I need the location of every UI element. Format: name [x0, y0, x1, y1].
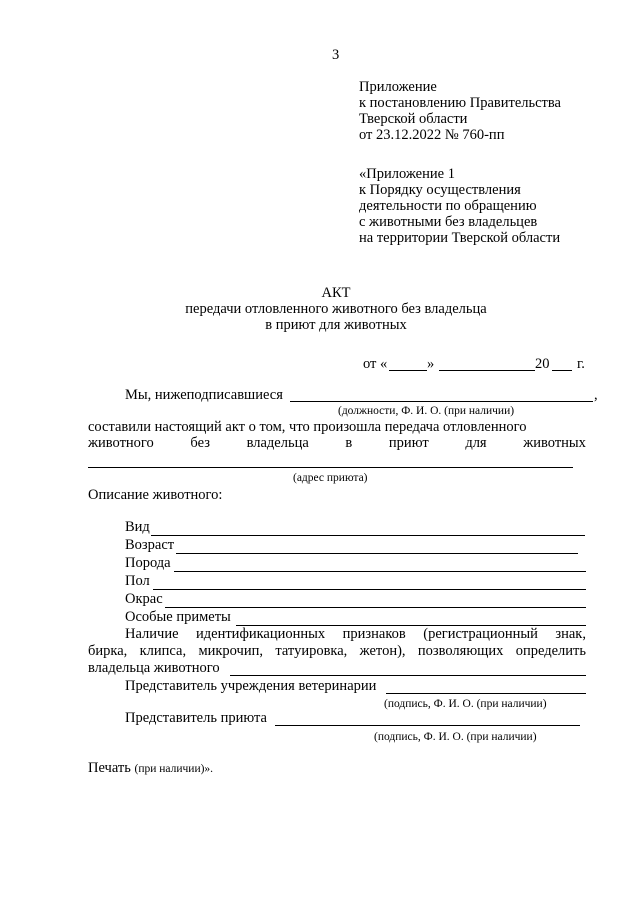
body-line-2: составили настоящий акт о том, что произошла передача отловленного: [88, 419, 527, 435]
positions-comma: ,: [594, 387, 598, 403]
word: бирка,: [88, 643, 128, 659]
sex-label: Пол: [125, 573, 150, 589]
breed-label: Порода: [125, 555, 171, 571]
appendix-inner-line-5: на территории Тверской области: [359, 230, 561, 246]
species-label: Вид: [125, 519, 150, 535]
appendix-line-3: Тверской области: [359, 111, 468, 127]
word: Наличие: [125, 626, 179, 642]
date-quote-close: »: [427, 356, 435, 372]
positions-field[interactable]: [290, 401, 593, 402]
address-field[interactable]: [88, 467, 573, 468]
word: позволяющих: [417, 643, 504, 659]
word: клипса,: [139, 643, 187, 659]
word: животных: [523, 435, 586, 451]
body-line-3: [88, 435, 586, 452]
date-suffix: г.: [577, 356, 585, 372]
word: идентификационных: [196, 626, 326, 642]
color-field[interactable]: [165, 607, 586, 608]
word: (регистрационный: [423, 626, 538, 642]
ident-line-2: [88, 643, 586, 660]
we-signed-label: Мы, нижеподписавшиеся: [125, 387, 283, 403]
color-label: Окрас: [125, 591, 163, 607]
address-caption: (адрес приюта): [293, 472, 368, 484]
age-field[interactable]: [176, 553, 578, 554]
date-day-field[interactable]: [389, 370, 427, 371]
shelter-caption: (подпись, Ф. И. О. (при наличии): [374, 731, 537, 743]
vet-signature-field[interactable]: [386, 693, 586, 694]
ident-line-1: [125, 626, 586, 643]
stamp-label: Печать: [88, 760, 131, 776]
positions-caption: (должности, Ф. И. О. (при наличии): [338, 405, 515, 417]
date-prefix: от «: [363, 356, 388, 372]
appendix-inner-line-1: «Приложение 1: [359, 166, 455, 182]
date-month-field[interactable]: [439, 370, 535, 371]
stamp-line: [88, 760, 213, 778]
word: владельца: [246, 435, 309, 451]
appendix-inner-line-2: к Порядку осуществления: [359, 182, 521, 198]
word: микрочип,: [198, 643, 263, 659]
shelter-signature-field[interactable]: [275, 725, 580, 726]
appendix-line-1: Приложение: [359, 79, 437, 95]
appendix-inner-line-4: с животными без владельцев: [359, 214, 538, 230]
date-year-prefix: 20: [535, 356, 550, 372]
shelter-rep-label: Представитель приюта: [125, 710, 267, 726]
sex-field[interactable]: [153, 589, 586, 590]
title-line-3: в приют для животных: [265, 317, 407, 333]
ident-line-3: владельца животного: [88, 660, 220, 676]
word: приют: [388, 435, 429, 451]
breed-field[interactable]: [174, 571, 586, 572]
appendix-inner-line-3: деятельности по обращению: [359, 198, 537, 214]
word: животного: [88, 435, 154, 451]
stamp-note: (при наличии)».: [134, 763, 214, 775]
vet-rep-label: Представитель учреждения ветеринарии: [125, 678, 377, 694]
ident-field[interactable]: [230, 675, 586, 676]
word: в: [345, 435, 353, 451]
vet-caption: (подпись, Ф. И. О. (при наличии): [384, 698, 547, 710]
word: признаков: [342, 626, 406, 642]
appendix-line-4: от 23.12.2022 № 760-пп: [359, 127, 505, 143]
word: без: [190, 435, 210, 451]
page-number: 3: [332, 47, 340, 63]
appendix-line-2: к постановлению Правительства: [359, 95, 561, 111]
marks-label: Особые приметы: [125, 609, 231, 625]
date-year-field[interactable]: [552, 370, 572, 371]
description-heading: Описание животного:: [88, 487, 223, 503]
word: определить: [515, 643, 586, 659]
word: татуировка,: [275, 643, 348, 659]
title-line-1: АКТ: [321, 285, 351, 301]
word: для: [465, 435, 487, 451]
title-line-2: передачи отловленного животного без владельца: [185, 301, 487, 317]
word: знак,: [555, 626, 586, 642]
age-label: Возраст: [125, 537, 175, 553]
word: жетон),: [359, 643, 406, 659]
species-field[interactable]: [151, 535, 585, 536]
